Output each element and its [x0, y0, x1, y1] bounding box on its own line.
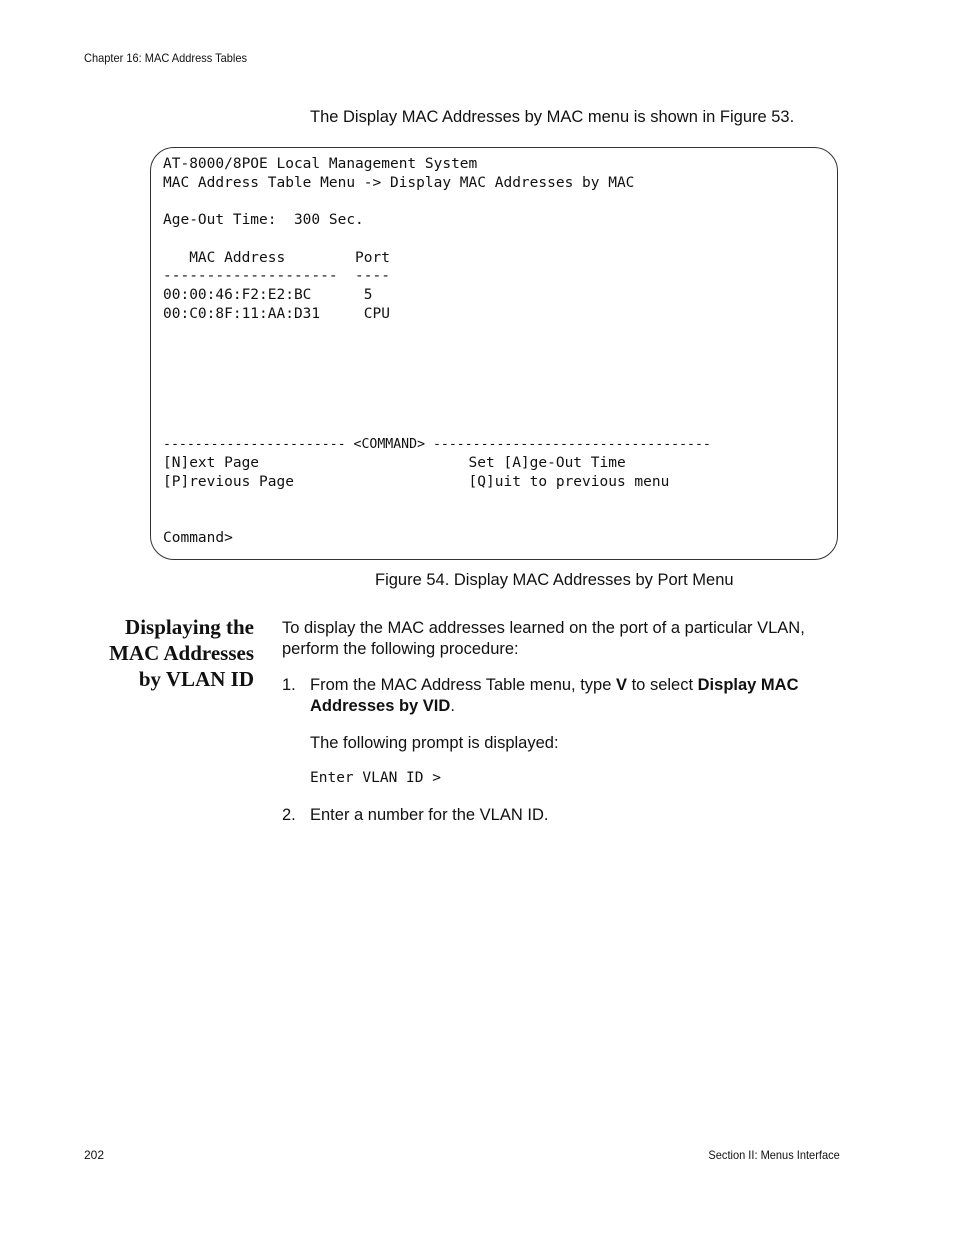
command-prompt: Command>	[163, 530, 233, 546]
step-1-key: V	[616, 676, 628, 694]
step-1-period: .	[450, 696, 455, 715]
section-paragraph: To display the MAC addresses learned on the port of a particular VLAN, perform the following procedure:	[282, 619, 805, 658]
chapter-header: Chapter 16: MAC Address Tables	[84, 51, 248, 65]
step-number: 2.	[282, 806, 296, 824]
age-out-time: Age-Out Time: 300 Sec.	[163, 212, 364, 228]
step-1-text-a: From the MAC Address Table menu, type	[310, 676, 616, 694]
table-row: 00:C0:8F:11:AA:D31 CPU	[163, 306, 390, 322]
heading-line: by VLAN ID	[138, 667, 254, 691]
menu-previous-quit: [P]revious Page [Q]uit to previous menu	[163, 474, 670, 490]
menu-next-age: [N]ext Page Set [A]ge-Out Time	[163, 455, 626, 471]
heading-line: Displaying the	[125, 615, 254, 639]
step-1-code: Enter VLAN ID >	[310, 770, 441, 786]
step-1-note: The following prompt is displayed:	[310, 734, 559, 752]
intro-text: The Display MAC Addresses by MAC menu is shown in Figure 53.	[310, 108, 795, 126]
figure-caption: Figure 54. Display MAC Addresses by Port Menu	[375, 571, 734, 589]
screen-title: AT-8000/8POE Local Management System	[163, 156, 478, 172]
command-rule: ----------------------- <COMMAND> -----------------------------------	[163, 437, 711, 452]
column-header: MAC Address Port	[163, 250, 390, 266]
heading-line: MAC Addresses	[109, 641, 254, 665]
step-1-text-b: to select	[627, 676, 698, 694]
terminal-screen-figure	[150, 147, 838, 560]
screen-breadcrumb: MAC Address Table Menu -> Display MAC Addresses by MAC	[163, 175, 635, 191]
column-rule: -------------------- ----	[163, 268, 390, 284]
page-number: 202	[84, 1148, 105, 1162]
step-2-text: Enter a number for the VLAN ID.	[310, 806, 549, 824]
table-row: 00:00:46:F2:E2:BC 5	[163, 287, 373, 303]
section-footer: Section II: Menus Interface	[708, 1148, 840, 1162]
step-1-text	[310, 675, 840, 716]
step-number: 1.	[282, 676, 296, 694]
step-1-menu-option: Display MAC Addresses by VID	[310, 676, 799, 715]
section-heading	[80, 614, 254, 692]
